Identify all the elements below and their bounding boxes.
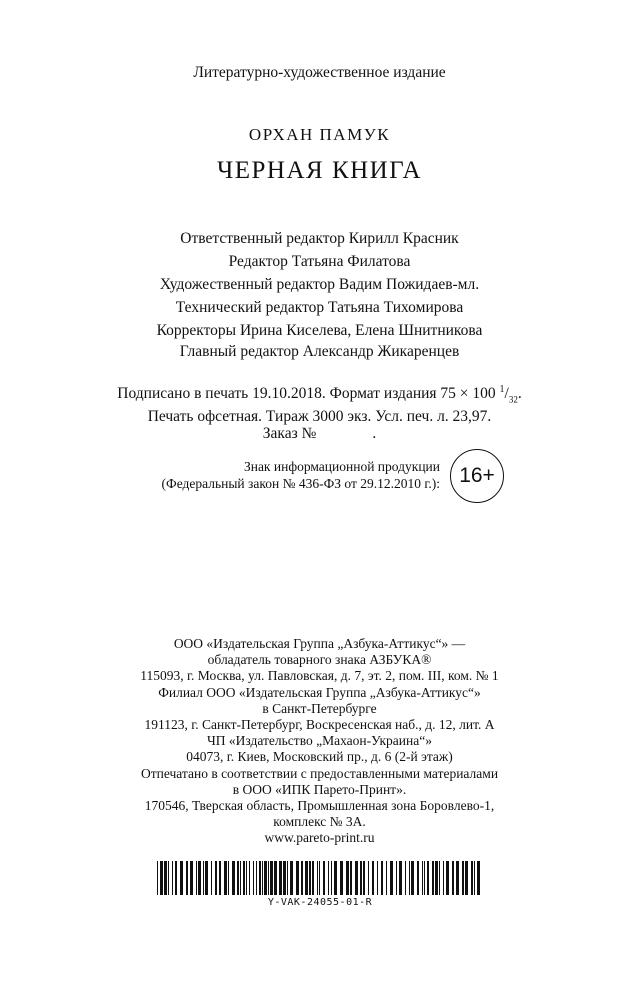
age-rating-law: (Федеральный закон № 436-ФЗ от 29.12.2010 г.): [161, 476, 440, 491]
barcode-bar [186, 861, 188, 895]
barcode-bar [422, 861, 423, 895]
barcode-bar [160, 861, 163, 895]
barcode-bar [301, 861, 303, 895]
imprint-line: ЧП «Издательство „Махаон-Украина“» [207, 733, 432, 749]
book-title: ЧЕРНАЯ КНИГА [216, 157, 423, 184]
barcode-bar [309, 861, 311, 895]
barcode-bar [465, 861, 468, 895]
imprint-line: 04073, г. Киев, Московский пр., д. 6 (2-й этаж) [186, 749, 453, 765]
barcode-bar [198, 861, 201, 895]
format-numerator: 1 [499, 384, 505, 395]
barcode-bar [399, 861, 402, 895]
barcode-bar [228, 861, 229, 895]
barcode-bar [432, 861, 434, 895]
editorial-staff [0, 227, 639, 342]
barcode-bar [283, 861, 286, 895]
barcode-bar [249, 861, 250, 895]
imprint-line: Отпечатано в соответствии с предоставленными материалами [140, 765, 499, 781]
printing-signed: Подписано в печать 19.10.2018. Формат издания 75 × 100 $^1/_{32}$. [117, 384, 522, 405]
author-name: ОРХАН ПАМУК [248, 125, 391, 144]
barcode-bar [372, 861, 374, 895]
barcode-bar [232, 861, 235, 895]
imprint-line: 115093, г. Москва, ул. Павловская, д. 7, эт. 2, пом. III, ком. № 1 [140, 668, 499, 684]
barcode-bar [312, 861, 314, 895]
barcode-bar [180, 861, 183, 895]
barcode-bar [279, 861, 282, 895]
barcode-bar [190, 861, 193, 895]
barcode-bar [360, 861, 362, 895]
barcode-bar [405, 861, 406, 895]
barcode-bar [246, 861, 247, 895]
barcode-bar [270, 861, 273, 895]
imprint-line: в Санкт-Петербурге [262, 700, 377, 716]
barcode-bar [368, 861, 369, 895]
barcode-bar [205, 861, 208, 895]
imprint-line: обладатель товарного знака АЗБУКА® [207, 652, 432, 668]
barcode-bar [386, 861, 387, 895]
barcode-bar [237, 861, 239, 895]
barcode-bar [296, 861, 299, 895]
barcode-bar [396, 861, 397, 895]
barcode-bar [175, 861, 177, 895]
staff-line: Редактор Татьяна Филатова [228, 253, 411, 270]
format-denominator: 32 [508, 394, 518, 405]
barcode-bar [417, 861, 419, 895]
barcode-bar [274, 861, 277, 895]
imprint-line: www.pareto-print.ru [264, 830, 375, 846]
barcode-bar [409, 861, 410, 895]
printing-line2: Печать офсетная. Тираж 3000 экз. Усл. печ. л. 23,97. [147, 408, 492, 426]
barcode-bar [427, 861, 429, 895]
barcode-bar [323, 861, 325, 895]
printing-order [0, 425, 639, 442]
barcode-bar [471, 861, 473, 895]
barcode-bar [446, 861, 449, 895]
barcode-bar [253, 861, 254, 895]
barcode-bar [474, 861, 475, 895]
order-end: . [372, 425, 377, 443]
barcode-bar [268, 861, 269, 895]
barcode-bar [346, 861, 349, 895]
barcode-bar [350, 861, 352, 895]
barcode-bar [355, 861, 358, 895]
barcode-bar [443, 861, 444, 895]
barcode-bar [262, 861, 263, 895]
barcode-bar [462, 861, 464, 895]
printing-signed-text: Подписано в печать 19.10.2018. Формат издания 75 × 100 [117, 385, 496, 403]
barcode-code: Y-VAK-24055-01-R [267, 897, 373, 908]
barcode-bar [172, 861, 173, 895]
barcode-bar [287, 861, 288, 895]
barcode-bar [240, 861, 241, 895]
staff-line: Ответственный редактор Кирилл Красник [180, 230, 459, 247]
barcode-bar [328, 861, 329, 895]
barcode-bar [381, 861, 383, 895]
imprint-line: 170546, Тверская область, Промышленная зона Боровлево-1, [144, 798, 495, 814]
barcode-bar [224, 861, 227, 895]
printing-info [0, 381, 639, 442]
barcode-bar [256, 861, 257, 895]
barcode [155, 861, 485, 895]
barcode-bar [456, 861, 459, 895]
publisher-imprint [0, 636, 639, 847]
barcode-bar [435, 861, 438, 895]
barcode-bar [334, 861, 337, 895]
staff-line: Технический редактор Татьяна Тихомирова [175, 299, 464, 316]
barcode-bar [331, 861, 332, 895]
barcode-bar [157, 861, 158, 895]
order-label: Заказ № [262, 425, 317, 443]
barcode-bar [196, 861, 197, 895]
barcode-bar [452, 861, 454, 895]
age-rating-label: Знак информационной продукции [243, 459, 440, 474]
genre-line: Литературно-художественное издание [193, 64, 446, 81]
barcode-bar [317, 861, 318, 895]
barcode-bar [363, 861, 365, 895]
barcode-bar [439, 861, 440, 895]
staff-line: Художественный редактор Вадим Пожидаев-мл. [159, 276, 480, 293]
barcode-bar [290, 861, 293, 895]
barcode-bar [340, 861, 343, 895]
barcode-bar [424, 861, 425, 895]
imprint-line: 191123, г. Санкт-Петербург, Воскресенская наб., д. 12, лит. А [144, 717, 495, 733]
chief-editor: Главный редактор Александр Жикаренцев [179, 343, 460, 360]
barcode-bar [319, 861, 320, 895]
barcode-bar [211, 861, 212, 895]
barcode-bar [168, 861, 169, 895]
barcode-bar [305, 861, 308, 895]
imprint-line: ООО «Издательская Группа „Азбука-Аттикус“» — [173, 636, 466, 651]
barcode-bar [411, 861, 414, 895]
barcode-bar [259, 861, 261, 895]
imprint-line: в ООО «ИПК Парето-Принт». [232, 781, 407, 797]
barcode-bar [264, 861, 267, 895]
barcode-bar [219, 861, 221, 895]
barcode-bar [164, 861, 167, 895]
barcode-bar [203, 861, 204, 895]
age-rating-badge: 16+ [450, 449, 504, 503]
staff-line: Корректоры Ирина Киселева, Елена Шнитникова [156, 322, 483, 339]
imprint-line: комплекс № 3А. [273, 814, 366, 830]
barcode-bar [215, 861, 217, 895]
barcode-bar [390, 861, 393, 895]
age-rating-info [110, 458, 440, 492]
barcode-bar [477, 861, 480, 895]
barcode-bar [377, 861, 378, 895]
imprint-line: Филиал ООО «Издательская Группа „Азбука-Аттикус“» [158, 684, 481, 700]
barcode-bar [243, 861, 245, 895]
